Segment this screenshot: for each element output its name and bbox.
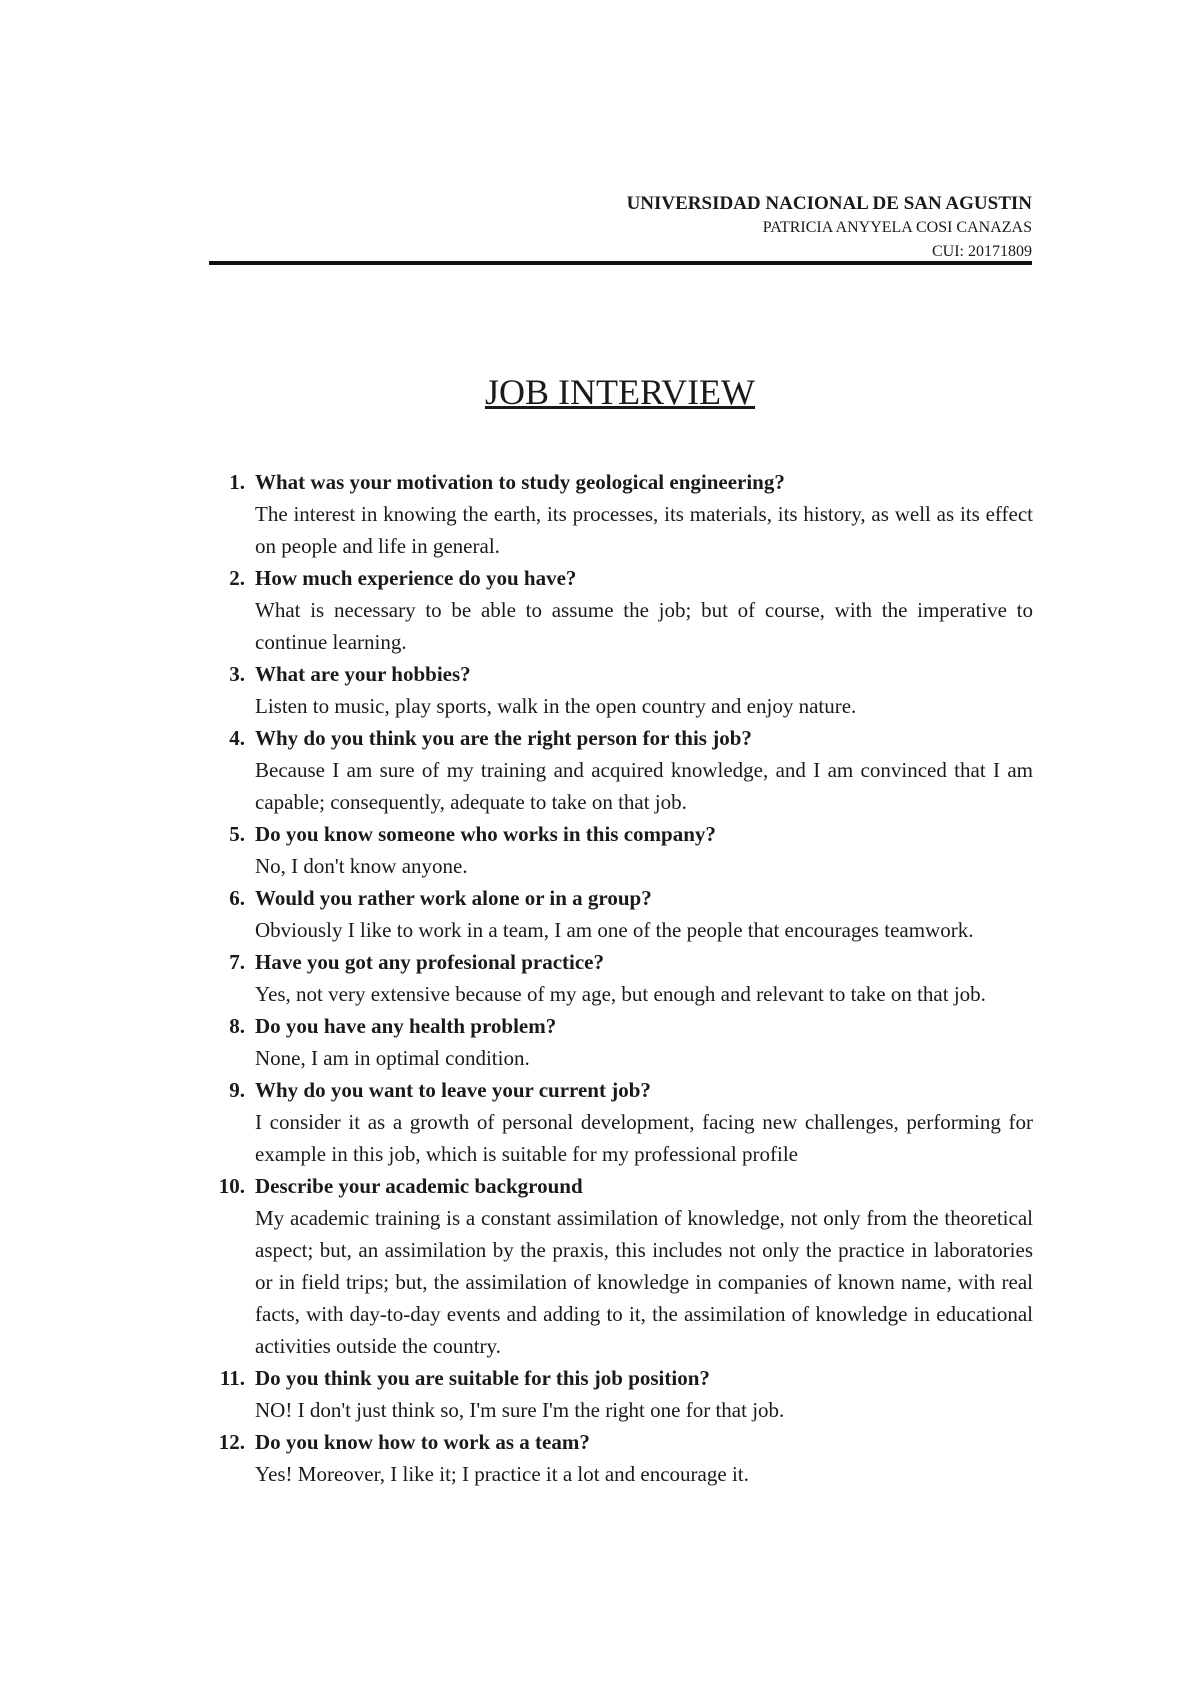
answer: What is necessary to be able to assume the job; but of course, with the imperative to continue learning. (255, 598, 1033, 654)
answer: The interest in knowing the earth, its processes, its materials, its history, as well as its effect on people and life in general. (255, 502, 1033, 558)
item-number: 1. (229, 470, 245, 494)
question: Would you rather work alone or in a group? (255, 886, 652, 910)
question: Do you know how to work as a team? (255, 1430, 590, 1454)
qa-item (203, 1074, 1033, 1170)
university-name: UNIVERSIDAD NACIONAL DE SAN AGUSTIN (626, 193, 1032, 214)
answer: Because I am sure of my training and acquired knowledge, and I am convinced that I am capable; consequently, adequate to take on that job. (255, 758, 1033, 814)
qa-item (203, 1170, 1033, 1362)
question: Do you know someone who works in this company? (255, 822, 716, 846)
question: Describe your academic background (255, 1174, 583, 1198)
question: Why do you want to leave your current job? (255, 1078, 651, 1102)
qa-item (203, 1426, 1033, 1490)
item-number: 6. (229, 886, 245, 910)
item-number: 3. (229, 662, 245, 686)
document-header (627, 192, 1032, 264)
item-number: 5. (229, 822, 245, 846)
question: Why do you think you are the right person for this job? (255, 726, 752, 750)
question: What are your hobbies? (255, 662, 471, 686)
item-number: 8. (229, 1014, 245, 1038)
answer: Yes, not very extensive because of my age, but enough and relevant to take on that job. (255, 982, 986, 1006)
item-number: 12. (218, 1430, 245, 1454)
answer: Obviously I like to work in a team, I am one of the people that encourages teamwork. (255, 918, 974, 942)
answer: No, I don't know anyone. (255, 854, 468, 878)
page-title: JOB INTERVIEW (484, 372, 756, 412)
question-list (203, 466, 1033, 1490)
student-cui: CUI: 20171809 (932, 243, 1032, 260)
item-number: 2. (229, 566, 245, 590)
answer: Yes! Moreover, I like it; I practice it a lot and encourage it. (255, 1462, 749, 1486)
answer: Listen to music, play sports, walk in the open country and enjoy nature. (255, 694, 857, 718)
qa-item (203, 466, 1033, 562)
question: Do you have any health problem? (255, 1014, 557, 1038)
qa-item (203, 562, 1033, 658)
item-number: 10. (218, 1174, 245, 1198)
question: Do you think you are suitable for this job position? (255, 1366, 710, 1390)
question: Have you got any profesional practice? (255, 950, 605, 974)
answer: I consider it as a growth of personal development, facing new challenges, performing for example in this job, which is suitable for my professional profile (255, 1110, 1033, 1166)
qa-item (203, 818, 1033, 882)
student-name: PATRICIA ANYYELA COSI CANAZAS (762, 219, 1032, 236)
answer: My academic training is a constant assimilation of knowledge, not only from the theoretical aspect; but, an assimilation by the praxis, this includes not only the practice in laboratories or in field trips; but, the assimilation of knowledge in companies of known name, with real facts, with day-to-day events and adding to it, the assimilation of knowledge in educational activities outside the country. (255, 1206, 1033, 1358)
qa-item (203, 946, 1033, 1010)
item-number: 11. (219, 1366, 245, 1390)
qa-item (203, 1010, 1033, 1074)
header-divider (209, 261, 1032, 265)
answer: NO! I don't just think so, I'm sure I'm the right one for that job. (255, 1398, 785, 1422)
item-number: 7. (229, 950, 245, 974)
qa-item (203, 722, 1033, 818)
item-number: 4. (229, 726, 245, 750)
question: What was your motivation to study geological engineering? (255, 470, 785, 494)
qa-item (203, 1362, 1033, 1426)
item-number: 9. (229, 1078, 245, 1102)
question: How much experience do you have? (255, 566, 577, 590)
answer: None, I am in optimal condition. (255, 1046, 530, 1070)
qa-item (203, 658, 1033, 722)
qa-item (203, 882, 1033, 946)
